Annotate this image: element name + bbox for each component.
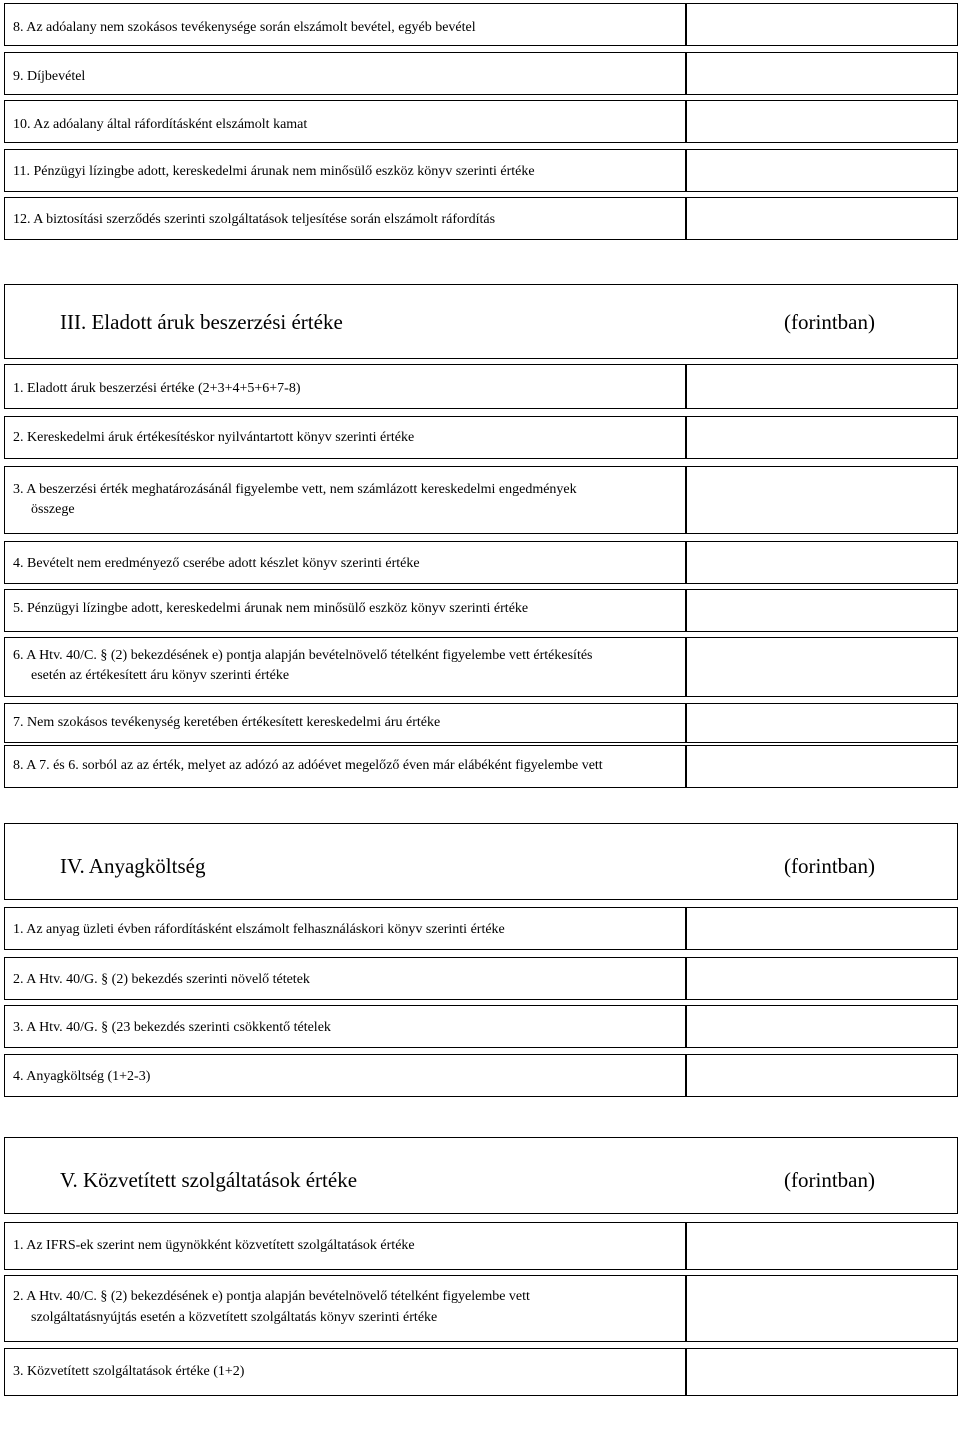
table-row <box>4 466 686 534</box>
row-label: 6. A Htv. 40/C. § (2) bekezdésének e) pontja alapján bevételnövelő tételként figyelembe vett értékesítés <box>13 648 593 663</box>
table-row <box>4 637 686 697</box>
table-row <box>4 1005 686 1048</box>
row-label-cont: esetén az értékesített áru könyv szerinti értéke <box>31 668 290 683</box>
amount-field[interactable] <box>686 1054 958 1097</box>
unit-label: (forintban) <box>784 310 875 334</box>
table-row <box>4 416 686 459</box>
row-label: 5. Pénzügyi lízingbe adott, kereskedelmi árunak nem minősülő eszköz könyv szerinti értéke <box>13 601 529 616</box>
amount-field[interactable] <box>686 364 958 409</box>
row-label-cont: szolgáltatásnyújtás esetén a közvetített szolgáltatás könyv szerinti értéke <box>31 1310 438 1325</box>
table-row <box>4 907 686 950</box>
row-label-cont: összege <box>31 502 75 517</box>
unit-label: (forintban) <box>784 854 875 878</box>
section-header <box>4 1137 958 1214</box>
row-label: 4. Anyagköltség (1+2-3) <box>13 1069 151 1084</box>
table-row <box>4 745 686 788</box>
row-label: 8. Az adóalany nem szokásos tevékenysége során elszámolt bevétel, egyéb bevétel <box>13 20 476 35</box>
row-label: 2. A Htv. 40/C. § (2) bekezdésének e) pontja alapján bevételnövelő tételként figyelembe vett <box>13 1289 530 1304</box>
table-row <box>4 3 686 46</box>
row-label: 3. A Htv. 40/G. § (23 bekezdés szerinti csökkentő tételek <box>13 1020 331 1035</box>
row-label: 10. Az adóalany által ráfordításként elszámolt kamat <box>13 117 308 132</box>
row-label: 3. A beszerzési érték meghatározásánál figyelembe vett, nem számlázott kereskedelmi engedmények <box>13 482 577 497</box>
table-row <box>4 1348 686 1396</box>
table-row <box>4 703 686 743</box>
table-row <box>4 52 686 95</box>
amount-field[interactable] <box>686 589 958 632</box>
amount-field[interactable] <box>686 100 958 143</box>
table-row <box>4 100 686 143</box>
table-row <box>4 957 686 1000</box>
section-header <box>4 284 958 359</box>
section-title: V. Közvetített szolgáltatások értéke <box>60 1168 358 1192</box>
amount-field[interactable] <box>686 637 958 697</box>
table-row <box>4 589 686 632</box>
row-label: 7. Nem szokásos tevékenység keretében értékesített kereskedelmi áru értéke <box>13 715 441 730</box>
row-label: 4. Bevételt nem eredményező cserébe adott készlet könyv szerinti értéke <box>13 556 420 571</box>
amount-field[interactable] <box>686 703 958 743</box>
table-row <box>4 1275 686 1342</box>
amount-field[interactable] <box>686 541 958 584</box>
amount-field[interactable] <box>686 149 958 192</box>
row-label: 12. A biztosítási szerződés szerinti szolgáltatások teljesítése során elszámolt ráfordítás <box>13 212 496 227</box>
unit-label: (forintban) <box>784 1168 875 1192</box>
row-label: 3. Közvetített szolgáltatások értéke (1+2) <box>13 1364 245 1379</box>
row-label: 9. Díjbevétel <box>13 69 86 84</box>
table-row <box>4 1054 686 1097</box>
amount-field[interactable] <box>686 957 958 1000</box>
amount-field[interactable] <box>686 197 958 240</box>
table-row <box>4 149 686 192</box>
row-label: 2. A Htv. 40/G. § (2) bekezdés szerinti növelő tétetek <box>13 972 310 987</box>
amount-field[interactable] <box>686 907 958 950</box>
section-title: IV. Anyagköltség <box>60 854 206 878</box>
amount-field[interactable] <box>686 1275 958 1342</box>
amount-field[interactable] <box>686 1005 958 1048</box>
amount-field[interactable] <box>686 416 958 459</box>
table-row <box>4 1222 686 1270</box>
row-label: 1. Az anyag üzleti évben ráfordításként elszámolt felhasználáskori könyv szerinti értéke <box>13 922 505 937</box>
table-row <box>4 541 686 584</box>
amount-field[interactable] <box>686 1348 958 1396</box>
row-label: 1. Eladott áruk beszerzési értéke (2+3+4+5+6+7-8) <box>13 381 301 396</box>
row-label: 11. Pénzügyi lízingbe adott, kereskedelmi árunak nem minősülő eszköz könyv szerinti értéke <box>13 164 535 179</box>
amount-field[interactable] <box>686 466 958 534</box>
row-label: 1. Az IFRS-ek szerint nem ügynökként közvetített szolgáltatások értéke <box>13 1238 415 1253</box>
row-label: 2. Kereskedelmi áruk értékesítéskor nyilvántartott könyv szerinti értéke <box>13 430 415 445</box>
section-title: III. Eladott áruk beszerzési értéke <box>60 310 343 334</box>
amount-field[interactable] <box>686 1222 958 1270</box>
amount-field[interactable] <box>686 52 958 95</box>
section-header <box>4 823 958 900</box>
table-row <box>4 364 686 409</box>
row-label: 8. A 7. és 6. sorból az az érték, melyet az adózó az adóévet megelőző éven már elábéként figyelembe vett <box>13 758 603 773</box>
table-row <box>4 197 686 240</box>
amount-field[interactable] <box>686 745 958 788</box>
amount-field[interactable] <box>686 3 958 46</box>
